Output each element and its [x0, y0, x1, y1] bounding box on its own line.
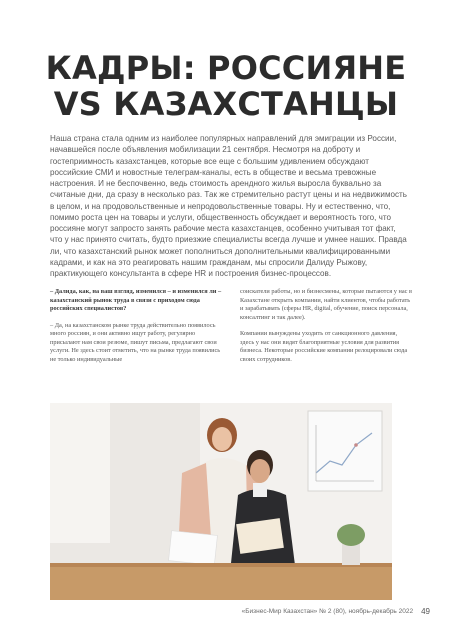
- office-photo-illustration: [50, 403, 392, 600]
- interview-question: – Далида, как, на ваш взгляд, изменился – и изменился ли – казахстанский рынок труда в связи с приходом сюда российских специалистов?: [50, 288, 222, 312]
- article-title: [0, 50, 452, 122]
- desk: [50, 563, 392, 600]
- interview-answer-part-1: – Да, на казахстанском рынке труда действительно появилось много россиян, и они активно ищут работу, регулярно присылают нам свои резюме, пишут письма, предлагают свои услуги. Не здесь стоит отметить, что на рынке труда появились не только индивидуальные: [50, 321, 221, 363]
- title-line-1: КАДРЫ: РОССИЯНЕ: [45, 49, 407, 87]
- interview-column-left: [50, 288, 222, 372]
- magazine-issue: «Бизнес-Мир Казахстан» № 2 (80), ноябрь-декабрь 2022: [241, 608, 414, 615]
- lead-text: Наша страна стала одним из наиболее популярных направлений для эмиграции из России, начавшейся после объявления мобилизации 21 сентября. Несмотря на доброту и гостеприимность казахстанцев, которые все еще с большим удивлением обсуждают российские СМИ и новостные телеграм-каналы, есть в обществе и весьма тревожные настроения. И не беспочвенно, ведь стоимость арендного жилья выросла буквально за считаные дни, да сразу в несколько раз. Так же стремительно растут цены и на недвижимость в целом, и на продовольственные и непродовольственные товары. Ну и естественно, что, помимо роста цен на товары и услуги, общественность обсуждает и вероятность того, что россияне могут запросто занять рабочие места казахстанцев, особенно учитывая тот факт, что у нас принято считать, будто приезжие специалисты всегда лучше и умнее наших. Правда ли, что казахстанский рынок может пополниться дополнительными квалифицированными кадрами, и как на это реагировать нашим гражданам, мы спросили Далиду Рыжову, практикующего консультанта в сфере HR и построения бизнес-процессов.: [50, 134, 407, 278]
- page-number: 49: [421, 607, 430, 616]
- lead-paragraph: [50, 133, 410, 279]
- whiteboard: [308, 411, 382, 491]
- interview-answer-part-3: Компании вынуждены уходить от санкционного давления, здесь у нас они видят благоприятные условия для развития бизнеса. Некоторые российские компании релоцировали сюда своих сотрудников.: [240, 330, 408, 363]
- page-footer: [242, 607, 430, 616]
- interview-answer-part-2: соискатели работы, но и бизнесмены, которые пытаются у нас в Казахстане открыть компании, найти клиентов, чтобы работать и зарабатывать (сферы HR, digital, обучение, поиск персонала, консалтинг и так далее).: [240, 288, 412, 321]
- title-line-2: VS КАЗАХСТАНЦЫ: [53, 85, 399, 123]
- office-photo: [50, 403, 392, 600]
- interview-column-right: [240, 288, 412, 372]
